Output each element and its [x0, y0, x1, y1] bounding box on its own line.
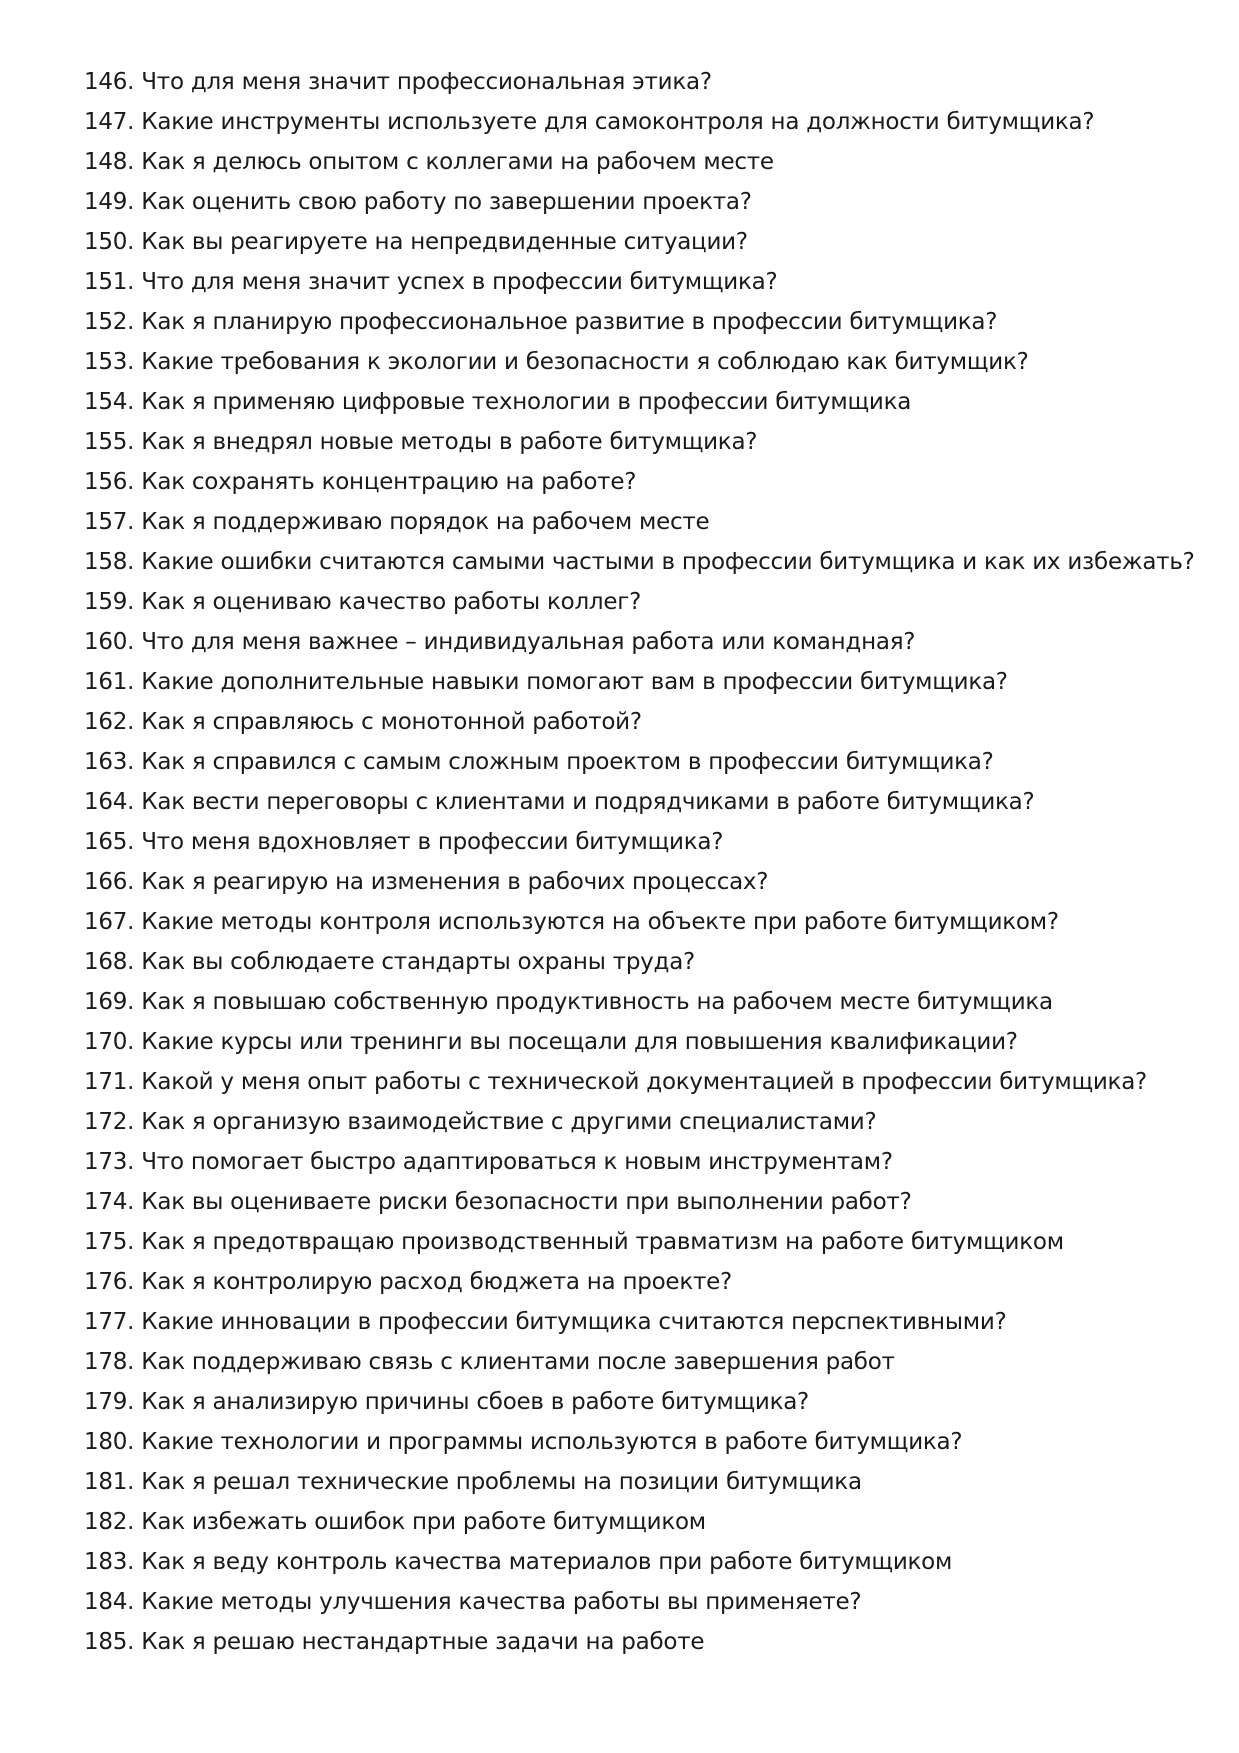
item-number: 167.: [84, 909, 135, 935]
list-item: [84, 1102, 1204, 1142]
item-number: 158.: [84, 549, 135, 575]
item-text: Как вы оцениваете риски безопасности при выполнении работ?: [141, 1189, 912, 1215]
list-item: [84, 1022, 1204, 1062]
item-text: Как вы реагируете на непредвиденные ситуации?: [141, 229, 748, 255]
list-item: [84, 902, 1204, 942]
item-text: Какие технологии и программы используются в работе битумщика?: [141, 1429, 963, 1455]
item-number: 147.: [84, 109, 135, 135]
item-number: 179.: [84, 1389, 135, 1415]
list-item: [84, 542, 1204, 582]
list-item: [84, 942, 1204, 982]
item-text: Что для меня важнее – индивидуальная работа или командная?: [141, 629, 916, 655]
item-number: 148.: [84, 149, 135, 175]
list-item: [84, 862, 1204, 902]
item-number: 156.: [84, 469, 135, 495]
item-number: 160.: [84, 629, 135, 655]
list-item: [84, 1262, 1204, 1302]
list-item: [84, 1182, 1204, 1222]
item-number: 184.: [84, 1589, 135, 1615]
list-item: [84, 302, 1204, 342]
item-number: 146.: [84, 69, 135, 95]
list-item: [84, 1062, 1204, 1102]
item-number: 165.: [84, 829, 135, 855]
item-number: 174.: [84, 1189, 135, 1215]
list-item: [84, 1502, 1204, 1542]
list-item: [84, 462, 1204, 502]
item-number: 169.: [84, 989, 135, 1015]
item-number: 183.: [84, 1549, 135, 1575]
item-text: Как я справился с самым сложным проектом в профессии битумщика?: [141, 749, 994, 775]
item-number: 162.: [84, 709, 135, 735]
item-number: 170.: [84, 1029, 135, 1055]
item-number: 182.: [84, 1509, 135, 1535]
item-text: Как поддерживаю связь с клиентами после завершения работ: [141, 1349, 895, 1375]
list-item: [84, 1382, 1204, 1422]
item-number: 175.: [84, 1229, 135, 1255]
list-item: [84, 982, 1204, 1022]
list-item: [84, 1142, 1204, 1182]
list-item: [84, 102, 1204, 142]
item-text: Какие ошибки считаются самыми частыми в профессии битумщика и как их избежать?: [141, 549, 1195, 575]
list-item: [84, 822, 1204, 862]
item-text: Как оценить свою работу по завершении проекта?: [141, 189, 752, 215]
list-item: [84, 262, 1204, 302]
item-number: 152.: [84, 309, 135, 335]
list-item: [84, 342, 1204, 382]
item-number: 176.: [84, 1269, 135, 1295]
list-item: [84, 422, 1204, 462]
item-number: 178.: [84, 1349, 135, 1375]
item-text: Какие дополнительные навыки помогают вам в профессии битумщика?: [141, 669, 1008, 695]
item-text: Какие требования к экологии и безопасности я соблюдаю как битумщик?: [141, 349, 1029, 375]
item-text: Как сохранять концентрацию на работе?: [141, 469, 637, 495]
item-text: Как я планирую профессиональное развитие в профессии битумщика?: [141, 309, 998, 335]
item-number: 164.: [84, 789, 135, 815]
list-item: [84, 782, 1204, 822]
item-text: Как я контролирую расход бюджета на проекте?: [141, 1269, 732, 1295]
item-number: 153.: [84, 349, 135, 375]
list-item: [84, 502, 1204, 542]
item-number: 157.: [84, 509, 135, 535]
list-item: [84, 662, 1204, 702]
item-text: Как я оцениваю качество работы коллег?: [141, 589, 642, 615]
item-number: 151.: [84, 269, 135, 295]
item-text: Как я применяю цифровые технологии в профессии битумщика: [141, 389, 912, 415]
item-number: 159.: [84, 589, 135, 615]
list-item: [84, 1222, 1204, 1262]
item-text: Какие инновации в профессии битумщика считаются перспективными?: [141, 1309, 1007, 1335]
item-text: Что для меня значит профессиональная этика?: [141, 69, 712, 95]
item-number: 163.: [84, 749, 135, 775]
item-text: Какой у меня опыт работы с технической документацией в профессии битумщика?: [141, 1069, 1147, 1095]
item-number: 155.: [84, 429, 135, 455]
list-item: [84, 142, 1204, 182]
item-text: Как я веду контроль качества материалов при работе битумщиком: [141, 1549, 953, 1575]
item-number: 168.: [84, 949, 135, 975]
item-text: Как я делюсь опытом с коллегами на рабочем месте: [141, 149, 774, 175]
item-number: 185.: [84, 1629, 135, 1655]
item-number: 173.: [84, 1149, 135, 1175]
item-text: Как я поддерживаю порядок на рабочем месте: [141, 509, 710, 535]
item-text: Какие методы улучшения качества работы вы применяете?: [141, 1589, 862, 1615]
item-text: Как я решаю нестандартные задачи на работе: [141, 1629, 705, 1655]
item-number: 161.: [84, 669, 135, 695]
list-item: [84, 1542, 1204, 1582]
item-number: 171.: [84, 1069, 135, 1095]
list-item: [84, 1342, 1204, 1382]
item-text: Что для меня значит успех в профессии битумщика?: [141, 269, 778, 295]
item-number: 177.: [84, 1309, 135, 1335]
item-number: 181.: [84, 1469, 135, 1495]
item-number: 180.: [84, 1429, 135, 1455]
item-text: Что меня вдохновляет в профессии битумщика?: [141, 829, 724, 855]
item-text: Как я внедрял новые методы в работе битумщика?: [141, 429, 758, 455]
list-item: [84, 702, 1204, 742]
item-text: Как я организую взаимодействие с другими специалистами?: [141, 1109, 877, 1135]
item-text: Как я повышаю собственную продуктивность на рабочем месте битумщика: [141, 989, 1053, 1015]
item-number: 150.: [84, 229, 135, 255]
list-item: [84, 1582, 1204, 1622]
item-text: Как избежать ошибок при работе битумщиком: [141, 1509, 706, 1535]
list-item: [84, 622, 1204, 662]
list-item: [84, 222, 1204, 262]
list-item: [84, 182, 1204, 222]
item-text: Что помогает быстро адаптироваться к новым инструментам?: [141, 1149, 893, 1175]
list-item: [84, 742, 1204, 782]
list-item: [84, 1302, 1204, 1342]
list-item: [84, 382, 1204, 422]
list-item: [84, 1462, 1204, 1502]
list-item: [84, 1622, 1204, 1662]
item-text: Как вести переговоры с клиентами и подрядчиками в работе битумщика?: [141, 789, 1035, 815]
list-item: [84, 582, 1204, 622]
item-number: 154.: [84, 389, 135, 415]
item-text: Какие инструменты используете для самоконтроля на должности битумщика?: [141, 109, 1095, 135]
item-text: Какие методы контроля используются на объекте при работе битумщиком?: [141, 909, 1059, 935]
item-number: 172.: [84, 1109, 135, 1135]
list-item: [84, 1422, 1204, 1462]
item-number: 149.: [84, 189, 135, 215]
item-text: Как вы соблюдаете стандарты охраны труда?: [141, 949, 695, 975]
item-text: Как я справляюсь с монотонной работой?: [141, 709, 642, 735]
item-text: Как я реагирую на изменения в рабочих процессах?: [141, 869, 769, 895]
question-list: [84, 62, 1204, 1662]
item-text: Какие курсы или тренинги вы посещали для повышения квалификации?: [141, 1029, 1018, 1055]
item-text: Как я предотвращаю производственный травматизм на работе битумщиком: [141, 1229, 1064, 1255]
item-text: Как я анализирую причины сбоев в работе битумщика?: [141, 1389, 810, 1415]
item-number: 166.: [84, 869, 135, 895]
list-item: [84, 62, 1204, 102]
item-text: Как я решал технические проблемы на позиции битумщика: [141, 1469, 862, 1495]
